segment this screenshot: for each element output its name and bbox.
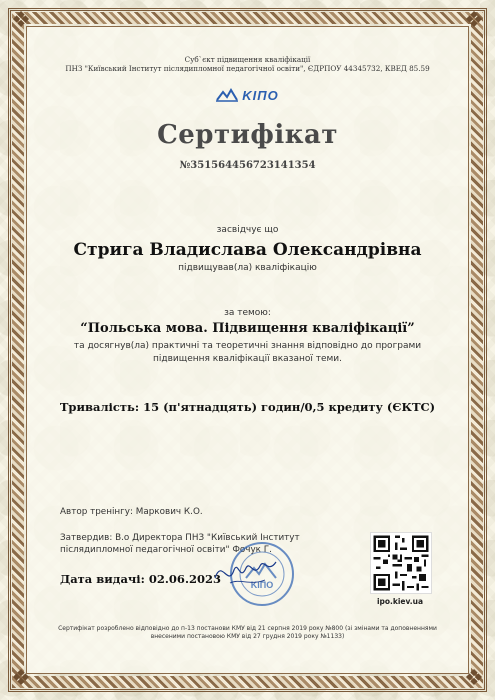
- recipient-name: Стрига Владислава Олександрівна: [73, 240, 422, 260]
- kipo-logo: [0, 86, 495, 104]
- stamp-text: KIПO: [250, 580, 274, 590]
- certificate-number: №351564456723141354: [179, 160, 316, 171]
- topic-title: “Польська мова. Підвищення кваліфікації”: [80, 321, 415, 336]
- certifies-text: засвідчує що: [216, 225, 279, 235]
- footer-line1: Сертифікат розроблено відповідно до п-13 постанови КМУ від 21 серпня 2019 року №800 (зі змінами та доповненнями: [58, 625, 437, 632]
- website-link[interactable]: ipo.kiev.ua: [376, 597, 424, 606]
- approved-line2: післядипломної педагогічної освіти" Фочук Г.: [60, 545, 272, 555]
- skills-text-line2: підвищення кваліфікації вказаної теми.: [152, 354, 343, 364]
- issue-date: Дата видачі: 02.06.2023: [60, 572, 221, 586]
- corner-ornament-icon: ❖: [464, 666, 484, 691]
- logo-text: KIПO: [242, 87, 279, 103]
- topic-intro: за темою:: [224, 308, 271, 318]
- signature-icon: [210, 548, 280, 593]
- qualified-text: підвищував(ла) кваліфікацію: [178, 263, 317, 273]
- approved-line1: Затвердив: В.о Директора ПНЗ "Київський Інститут: [60, 533, 300, 543]
- duration: Тривалість: 15 (п'ятнадцять) годин/0,5 кредиту (ЄКТС): [59, 400, 436, 414]
- corner-ornament-icon: ❖: [11, 8, 31, 33]
- author-line: Автор тренінгу: Маркович К.О.: [60, 507, 203, 517]
- skills-text-line1: та досягнув(ла) практичні та теоретичні знання відповідно до програми: [73, 341, 422, 351]
- mountain-logo-icon: [216, 88, 238, 102]
- certificate-title: Сертифікат: [157, 120, 338, 150]
- issuer-details: ПНЗ "Київський Інститут післядипломної педагогічної освіти", ЄДРПОУ 44345732, КВЕД 85.59: [65, 64, 430, 73]
- corner-ornament-icon: ❖: [464, 8, 484, 33]
- corner-ornament-icon: ❖: [11, 666, 31, 691]
- qr-code-icon: [370, 532, 432, 594]
- footer-line2: внесеними постановою КМУ від 27 грудня 2019 року №1133): [150, 633, 345, 640]
- issuer-line: Суб`єкт підвищення кваліфікації: [184, 55, 311, 64]
